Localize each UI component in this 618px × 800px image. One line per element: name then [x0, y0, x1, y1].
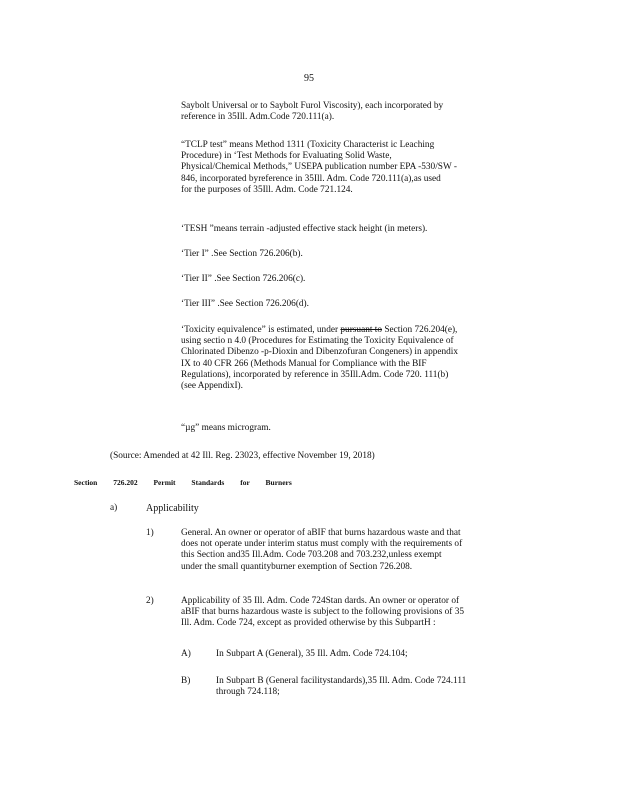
- definition-microgram: [181, 423, 521, 434]
- definition-line: (see AppendixI).: [181, 381, 243, 392]
- section-heading: Section 726.202 Permit Standards for Burners: [74, 478, 292, 487]
- sub-item-line: In Subpart B (General facilitystandards),35 Ill. Adm. Code 724.111: [216, 676, 467, 686]
- definition-line: Saybolt Universal or to Saybolt Furol Viscosity), each incorporated by: [181, 101, 444, 111]
- sub-item-line: through 724.118;: [216, 687, 280, 698]
- sub-item-subpart-a: [216, 649, 542, 660]
- sub-item-line: In Subpart A (General), 35 Ill. Adm. Code 724.104;: [216, 649, 408, 659]
- definition-line: reference in 35Ill. Adm.Code 720.111(a).: [181, 112, 335, 123]
- definition-line: ‘Tier III” .See Section 726.206(d).: [181, 299, 309, 309]
- paragraph-marker: 1): [146, 528, 154, 538]
- definition-line: [181, 325, 521, 336]
- definition-line: Regulations), incorporated by reference in 35Ill.Adm. Code 720. 111(b): [181, 369, 449, 380]
- paragraph-marker: 2): [146, 596, 154, 606]
- paragraph-line: General. An owner or operator of aBIF that burns hazardous waste and that: [181, 528, 461, 538]
- subsection-marker: a): [110, 503, 118, 513]
- definition-line: ‘Tier I” .See Section 726.206(b).: [181, 249, 303, 259]
- paragraph-line: under the small quantityburner exemption of Section 726.208.: [181, 561, 413, 572]
- definition-line: using sectio n 4.0 (Procedures for Estimating the Toxicity Equivalence of: [181, 336, 454, 347]
- definition-line: for the purposes of 35Ill. Adm. Code 721.124.: [181, 184, 353, 195]
- source-note: (Source: Amended at 42 Ill. Reg. 23023, effective November 19, 2018): [110, 451, 375, 461]
- definition-saybolt-continued: [181, 101, 521, 123]
- definition-tier-iii: [181, 299, 521, 310]
- definition-line: ‘Tier II” .See Section 726.206(c).: [181, 274, 306, 284]
- definition-toxicity-equivalence: [181, 325, 521, 392]
- sub-item-marker: B): [181, 676, 191, 686]
- definition-line: “µg” means microgram.: [181, 423, 271, 433]
- definition-line: 846, incorporated byreference in 35Ill. Adm. Code 720.111(a),as used: [181, 173, 441, 184]
- paragraph-general: [181, 528, 542, 573]
- definition-line: IX to 40 CFR 266 (Methods Manual for Compliance with the BIF: [181, 358, 427, 369]
- definition-line: Procedure) in ‘Test Methods for Evaluating Solid Waste,: [181, 151, 392, 162]
- definition-line: ‘TESH ”means terrain -adjusted effective stack height (in meters).: [181, 224, 428, 234]
- definition-text: ‘Toxicity equivalence” is estimated, under: [181, 325, 341, 335]
- definition-tier-i: [181, 249, 521, 260]
- paragraph-line: Ill. Adm. Code 724, except as provided otherwise by this SubpartH :: [181, 618, 436, 629]
- page-number: 95: [304, 73, 314, 84]
- struck-text: pursuant to: [340, 325, 382, 335]
- subsection-title: Applicability: [146, 503, 199, 514]
- definition-text: Section 726.204(e),: [384, 325, 458, 335]
- paragraph-line: aBIF that burns hazardous waste is subject to the following provisions of 35: [181, 607, 464, 618]
- paragraph-line: does not operate under interim status must comply with the requirements of: [181, 539, 463, 550]
- sub-item-marker: A): [181, 649, 191, 659]
- sub-item-subpart-b: [216, 676, 542, 698]
- definition-line: “TCLP test” means Method 1311 (Toxicity Characterist ic Leaching: [181, 140, 435, 150]
- definition-tclp-test: [181, 140, 521, 196]
- paragraph-line: this Section and35 Ill.Adm. Code 703.208 and 703.232,unless exempt: [181, 550, 442, 561]
- paragraph-line: Applicability of 35 Ill. Adm. Code 724Stan dards. An owner or operator of: [181, 596, 460, 606]
- definition-line: Chlorinated Dibenzo -p-Dioxin and Dibenzofuran Congeners) in appendix: [181, 347, 459, 358]
- definition-tier-ii: [181, 274, 521, 285]
- definition-tesh: [181, 224, 521, 235]
- definition-line: Physical/Chemical Methods,” USEPA publication number EPA -530/SW -: [181, 162, 457, 173]
- paragraph-applicability: [181, 596, 542, 630]
